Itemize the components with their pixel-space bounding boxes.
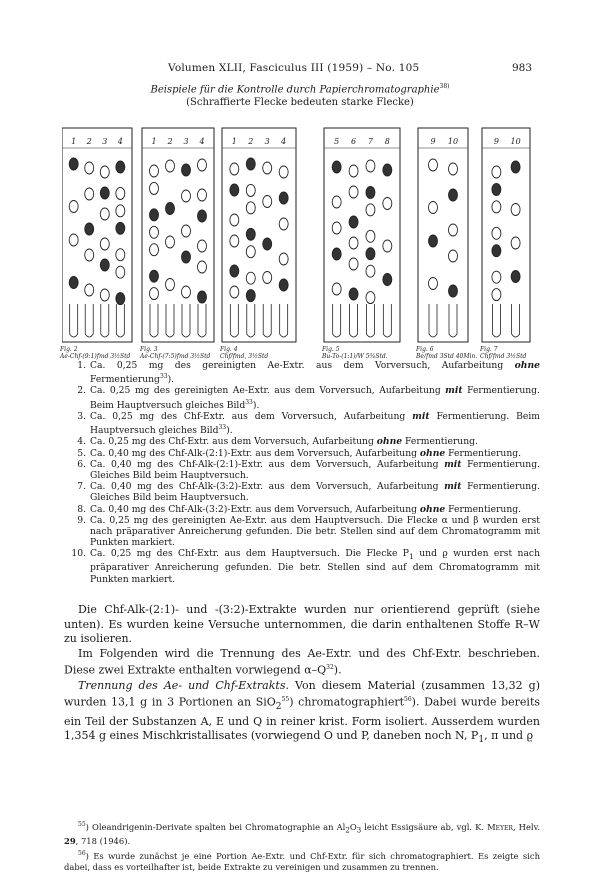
legend-item-text: Ca. 0,25 mg des gereinigten Ae-Extr. aus dem Vorversuch, Aufarbeitung mit Fermentierung. Beim Hauptversuch gleiches Bild$^{33}$). — [90, 385, 540, 411]
strip-solvent-label: Ae-Chf-(7:5)fmd 3½Std — [140, 353, 211, 360]
chromatogram-figure — [62, 108, 548, 346]
legend-item-number: 5. — [77, 447, 86, 459]
legend-item — [64, 459, 540, 481]
lane-number: 9 — [493, 137, 499, 146]
body-paragraph: Die Chf-Alk-(2:1)- und -(3:2)-Extrakte wurden nur orientierend geprüft (siehe unten). Es wurden keine Versuche unternommen, die darin enthaltenen Stoffe R–W zu isolieren. — [64, 603, 540, 646]
lane-number: 3 — [102, 137, 108, 146]
legend-item-number: 2. — [77, 385, 86, 397]
lane-number: 9 — [430, 137, 436, 146]
strip-fig-label: Fig. 4 — [220, 346, 238, 353]
legend-item-text: Ca. 0,25 mg des gereinigten Ae-Extr. aus dem Hauptversuch. Die Flecke α und β wurden erst nach präparativer Anreicherung gefunden. Die betr. Stellen sind auf dem Chromatogramm mit Punkten markiert. — [90, 514, 540, 549]
strip-fig-label: Fig. 6 — [416, 346, 434, 353]
legend-item-text: Ca. 0,25 mg des Chf-Extr. aus dem Hauptversuch. Die Flecke $P_1$ und ϱ wurden erst nach präparativer Anreicherung gefunden. Die betr. Stellen sind auf dem Chromatogramm mit Punkten markiert. — [90, 548, 540, 585]
legend-item — [64, 515, 540, 549]
footnote: $^{55}$) Oleandrigenin-Derivate spalten bei Chromatographie an $Al_2O_3$ leicht Essigsäure ab, vgl. K. Meyer, Helv. 29, 718 (1946). — [64, 821, 541, 847]
chromatogram-strip — [482, 128, 530, 342]
chromatogram-strip — [62, 128, 132, 342]
strip-label — [60, 346, 146, 360]
chromatogram-strip — [222, 128, 296, 342]
strip-fig-label: Fig. 3 — [140, 346, 158, 353]
figure-legend-list — [64, 360, 540, 585]
chromatogram-strip — [324, 128, 400, 342]
strip-label — [220, 346, 306, 360]
strip-fig-label: Fig. 2 — [60, 346, 78, 353]
legend-item — [64, 411, 540, 436]
legend-item-number: 3. — [77, 410, 86, 422]
lane-number: 1 — [71, 137, 77, 146]
body-paragraph: Im Folgenden wird die Trennung des Ae-Extr. und des Chf-Extr. beschrieben. Diese zwei Extrakte enthalten vorwiegend $\alpha-Q^{32}$). — [64, 646, 540, 678]
legend-item-text: Ca. 0,25 mg des gereinigten Ae-Extr. aus dem Vorversuch, Aufarbeitung ohne Fermentierung$^{33}$). — [90, 360, 540, 386]
legend-item — [64, 481, 540, 503]
running-header: Volumen XLII, Fasciculus III (1959) – No. 105 — [168, 62, 420, 74]
figure-caption-title: Beispiele für die Kontrolle durch Papierchromatographie — [150, 84, 440, 96]
body-text — [64, 603, 540, 748]
legend-item-text: Ca. 0,40 mg des Chf-Alk-(2:1)-Extr. aus dem Vorversuch, Aufarbeitung ohne Fermentierung. — [90, 447, 522, 459]
legend-item-text: Ca. 0,40 mg des Chf-Alk-(3:2)-Extr. aus dem Vorversuch, Aufarbeitung ohne Fermentierung. — [90, 503, 522, 515]
legend-item — [64, 448, 540, 459]
lane-number: 4 — [281, 137, 287, 146]
lane-number: 2 — [86, 137, 92, 146]
figure-caption — [0, 80, 600, 109]
strip-solvent-label: Bu-To-(1:1)/W 5¾Std. — [322, 353, 388, 360]
legend-item-number: 9. — [77, 514, 86, 526]
body-paragraph: Trennung des Ae- und Chf-Extrakts. Von diesem Material (zusammen 13,32 g) wurden 13,1 g in 3 Portionen an SiO$_2^{55}$) chromatographiert$^{56}$). Dabei wurde bereits ein Teil der Substanzen A, E und Q in reiner krist. Form isoliert. Ausserdem wurden 1,354 g eines Mischkristallisates (vorwiegend O und P, daneben noch N, $P_1$, π und ϱ — [64, 678, 541, 746]
strip-fig-label: Fig. 7 — [480, 346, 498, 353]
legend-item-number: 1. — [77, 360, 86, 371]
legend-item-number: 4. — [77, 436, 86, 448]
strip-solvent-label: Chf/fmd 3½Std — [480, 353, 527, 360]
legend-item-number: 6. — [77, 458, 86, 470]
lane-number: 1 — [151, 137, 157, 146]
strip-solvent-label: Chf/fmd, 3½Std — [220, 353, 269, 360]
figure-caption-ref: 38) — [439, 83, 450, 90]
strip-solvent-label: Be/fmd 3Std 40Min. — [416, 353, 478, 360]
lane-number: 5 — [334, 137, 340, 146]
lane-number: 6 — [351, 137, 357, 146]
strip-label — [480, 346, 566, 360]
legend-item-number: 8. — [77, 503, 86, 515]
strip-fig-label: Fig. 5 — [322, 346, 340, 353]
lane-number: 3 — [183, 137, 189, 146]
legend-item-text: Ca. 0,25 mg des Chf-Extr. aus dem Vorversuch, Aufarbeitung mit Fermentierung. Beim Hauptversuch gleiches Bild$^{33}$). — [90, 410, 540, 437]
lane-number: 4 — [117, 137, 123, 146]
legend-item — [64, 436, 540, 447]
strip-solvent-label: Ae-Chf-(9:1)fmd 3½Std — [60, 353, 131, 360]
legend-item — [64, 548, 540, 584]
legend-item — [64, 504, 540, 515]
lane-number: 10 — [510, 137, 521, 146]
legend-item-number: 10. — [71, 548, 86, 560]
lane-number: 2 — [167, 137, 173, 146]
lane-number: 4 — [199, 137, 205, 146]
lane-number: 8 — [384, 137, 390, 146]
lane-number: 2 — [248, 137, 254, 146]
legend-item — [64, 360, 540, 385]
footnotes — [64, 819, 540, 874]
chromatogram-strip — [418, 128, 468, 342]
page-number: 983 — [511, 62, 532, 74]
lane-number: 10 — [447, 137, 459, 146]
figure-caption-subtitle: (Schraffierte Flecke bedeuten starke Flecke) — [186, 97, 414, 109]
legend-item — [64, 385, 540, 410]
legend-item-text: Ca. 0,25 mg des Chf-Extr. aus dem Vorversuch, Aufarbeitung ohne Fermentierung. — [90, 436, 478, 448]
legend-item-number: 7. — [77, 481, 86, 493]
lane-number: 1 — [231, 137, 237, 146]
lane-number: 7 — [367, 137, 373, 146]
legend-item-text: Ca. 0,40 mg des Chf-Alk-(2:1)-Extr. aus dem Vorversuch, Aufarbeitung mit Fermentierung. Gleiches Bild beim Hauptversuch. — [90, 458, 540, 482]
lane-number: 3 — [264, 137, 270, 146]
legend-item-text: Ca. 0,40 mg des Chf-Alk-(3:2)-Extr. aus dem Vorversuch, Aufarbeitung mit Fermentierung. Gleiches Bild beim Hauptversuch. — [90, 481, 540, 504]
strip-label — [140, 346, 226, 360]
chromatogram-strip — [142, 128, 214, 342]
footnote: $^{56}$) Es wurde zunächst je eine Portion Ae-Extr. und Chf-Extr. für sich chromatographiert. Es zeigte sich dabei, dass es vorteilhafter ist, beide Extrakte zu vereinigen und zusammen zu trennen. — [64, 850, 540, 873]
strip-label — [322, 346, 408, 360]
